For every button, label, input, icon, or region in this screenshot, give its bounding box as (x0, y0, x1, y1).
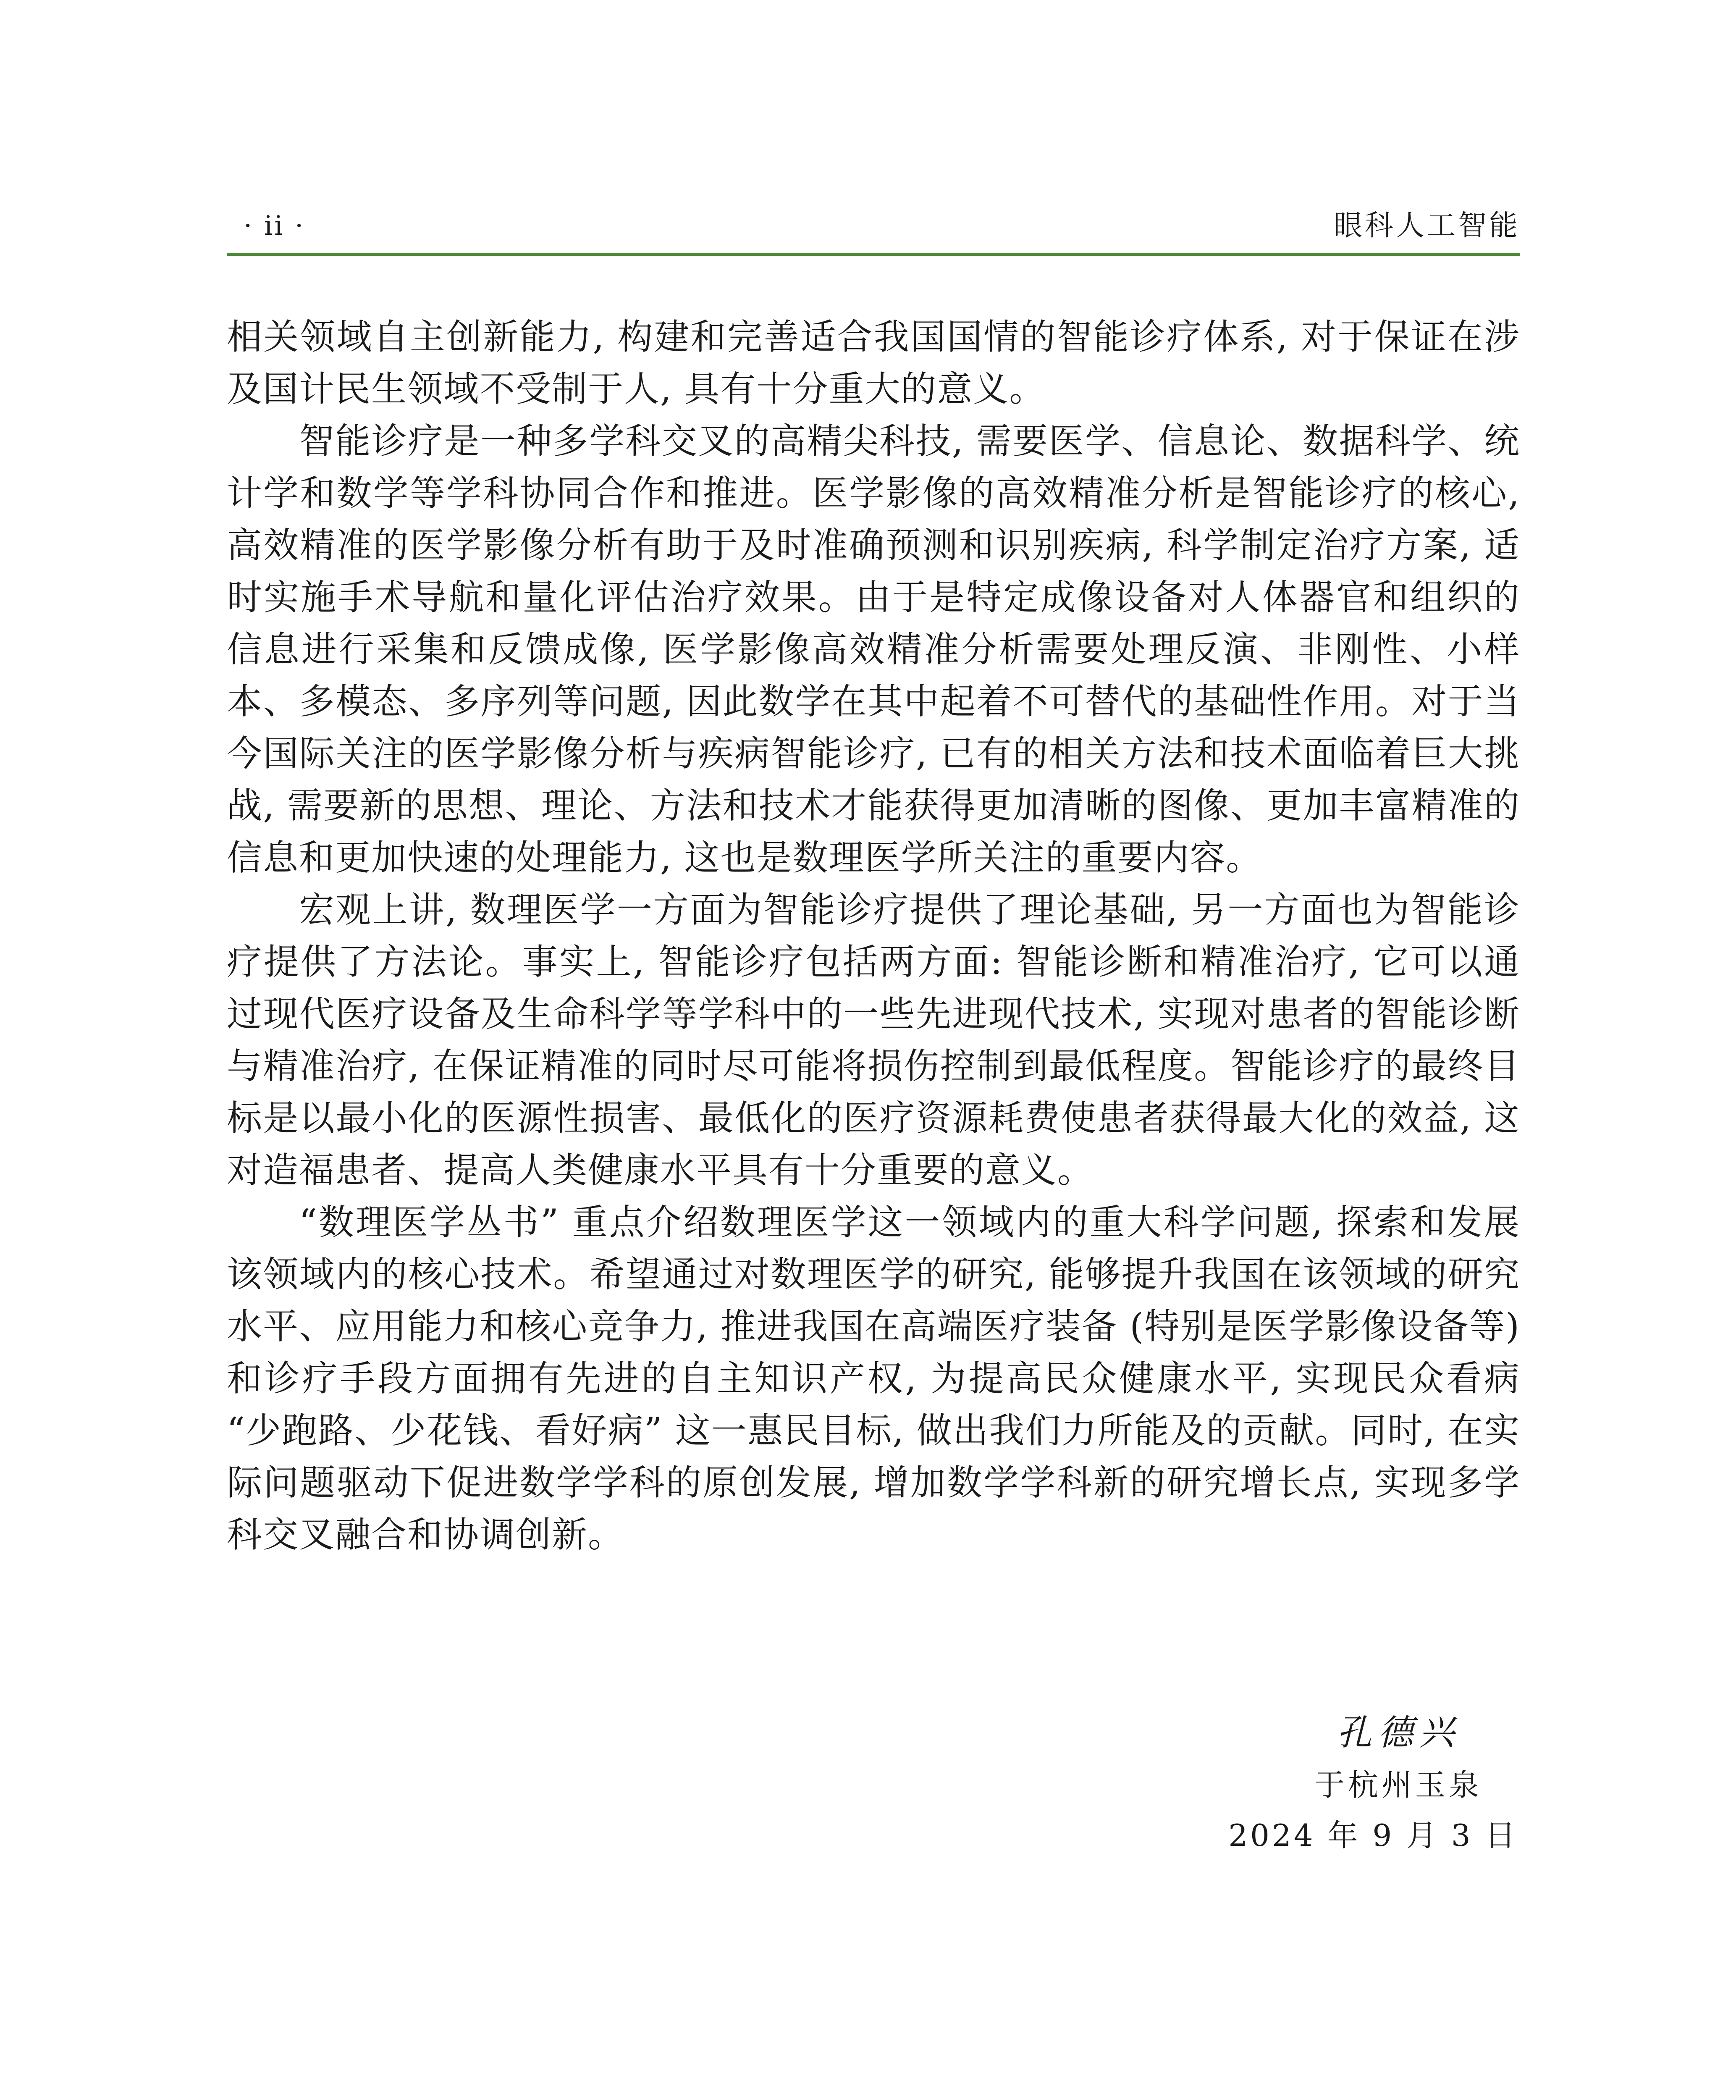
signature-place: 于杭州玉泉 (1314, 1767, 1482, 1803)
signature-block (1226, 1705, 1520, 1861)
book-title: 眼科人工智能 (1333, 209, 1520, 242)
paragraph-intelligent-diagnosis: 智能诊疗是一种多学科交叉的高精尖科技, 需要医学、信息论、数据科学、统计学和数学等学科协同合作和推进。医学影像的高效精准分析是智能诊疗的核心, 高效精准的医学影像分析有助于及时准确预测和识别疾病, 科学制定治疗方案, 适时实施手术导航和量化评估治疗效果。由于是特定成像设备对人体器官和组织的信息进行采集和反馈成像, 医学影像高效精准分析需要处理反演、非刚性、小样本、多模态、多序列等问题, 因此数学在其中起着不可替代的基础性作用。对于当今国际关注的医学影像分析与疾病智能诊疗, 已有的相关方法和技术面临着巨大挑战, 需要新的思想、理论、方法和技术才能获得更加清晰的图像、更加丰富精准的信息和更加快速的处理能力, 这也是数理医学所关注的重要内容。 (227, 420, 1520, 878)
signature-date: 2024 年 9 月 3 日 (1228, 1818, 1518, 1853)
body-text (227, 311, 1520, 1561)
running-header (227, 206, 1520, 256)
paragraph-book-series: “数理医学丛书” 重点介绍数理医学这一领域内的重大科学问题, 探索和发展该领域内的核心技术。希望通过对数理医学的研究, 能够提升我国在该领域的研究水平、应用能力和核心竞争力, 推进我国在高端医疗装备 (特别是医学影像设备等) 和诊疗手段方面拥有先进的自主知识产权, 为提高民众健康水平, 实现民众看病 “少跑路、少花钱、看好病” 这一惠民目标, 做出我们力所能及的贡献。同时, 在实际问题驱动下促进数学学科的原创发展, 增加数学学科新的研究增长点, 实现多学科交叉融合和协调创新。 (227, 1202, 1520, 1555)
header-rule (227, 253, 1520, 256)
page-number: · ii · (244, 210, 305, 242)
paragraph-macro-view: 宏观上讲, 数理医学一方面为智能诊疗提供了理论基础, 另一方面也为智能诊疗提供了方法论。事实上, 智能诊疗包括两方面: 智能诊断和精准治疗, 它可以通过现代医疗设备及生命科学等学科中的一些先进现代技术, 实现对患者的智能诊断与精准治疗, 在保证精准的同时尽可能将损伤控制到最低程度。智能诊疗的最终目标是以最小化的医源性损害、最低化的医疗资源耗费使患者获得最大化的效益, 这对造福患者、提高人类健康水平具有十分重要的意义。 (227, 889, 1520, 1191)
paragraph-continued: 相关领域自主创新能力, 构建和完善适合我国国情的智能诊疗体系, 对于保证在涉及国计民生领域不受制于人, 具有十分重大的意义。 (227, 316, 1520, 410)
author-signature: 孔德兴 (1336, 1712, 1460, 1753)
